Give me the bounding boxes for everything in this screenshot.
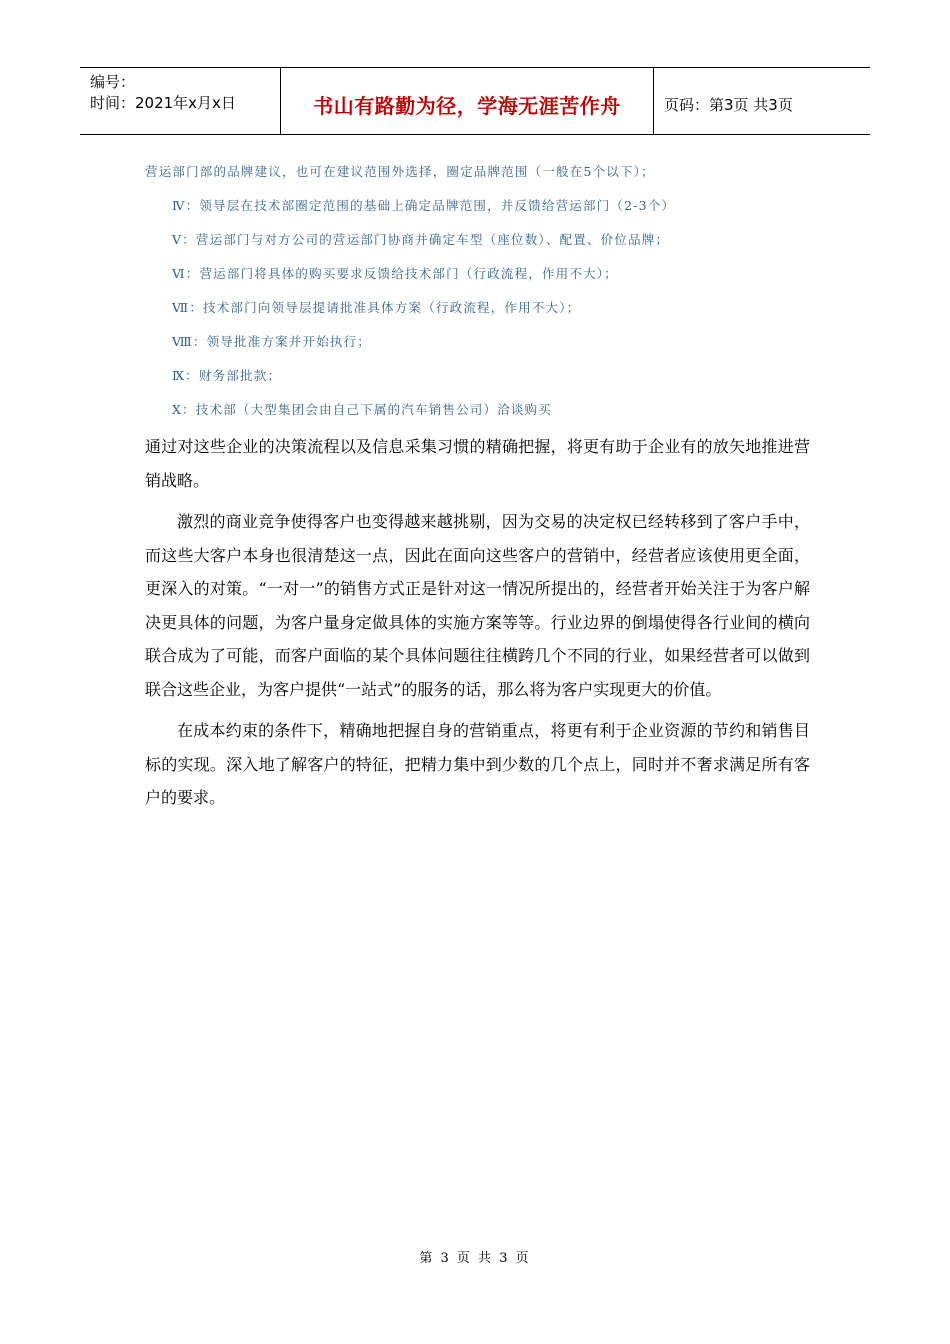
paragraph: 在成本约束的条件下，精确地把握自身的营销重点，将更有利于企业资源的节约和销售目标的实现。深入地了解客户的特征，把精力集中到少数的几个点上，同时并不奢求满足所有客户的要求。 [145, 721, 810, 807]
step-item: Ⅵ：营运部门将具体的购买要求反馈给技术部门（行政流程，作用不大）； [172, 266, 618, 281]
header-motto-cell [281, 68, 654, 134]
step-item: Ⅴ：营运部门与对方公司的营运部门协商并确定车型（座位数）、配置、价位品牌； [172, 232, 670, 247]
step-item: Ⅷ：领导批准方案并开始执行； [172, 334, 371, 349]
header-page-label: 页码：第3页 共3页 [664, 95, 793, 114]
body-text [145, 430, 810, 815]
document-number-label: 编号： [90, 73, 136, 91]
header-motto: 书山有路勤为径，学海无涯苦作舟 [313, 93, 621, 118]
page-footer: 第 3 页 共 3 页 [419, 1251, 531, 1266]
header-page-cell [654, 68, 870, 134]
step-item: Ⅶ：技术部门向领导层提请批准具体方案（行政流程，作用不大）； [172, 300, 581, 315]
step-item: Ⅹ：技术部（大型集团会由自己下属的汽车销售公司）洽谈购买 [172, 402, 553, 417]
step-item: 营运部门部的品牌建议，也可在建议范围外选择，圈定品牌范围（一般在5个以下）； [145, 164, 655, 179]
paragraph: 激烈的商业竞争使得客户也变得越来越挑剔，因为交易的决定权已经转移到了客户手中，而这些大客户本身也很清楚这一点，因此在面向这些客户的营销中，经营者应该使用更全面，更深入的对策。“一对一”的销售方式正是针对这一情况所提出的，经营者开始关注于为客户解决更具体的问题，为客户量身定做具体的实施方案等等。行业边界的倒塌使得各行业间的横向联合成为了可能，而客户面临的某个具体问题往往横跨几个不同的行业，如果经营者可以做到联合这些企业，为客户提供“一站式”的服务的话，那么将为客户实现更大的价值。 [145, 512, 810, 699]
paragraph: 通过对这些企业的决策流程以及信息采集习惯的精确把握，将更有助于企业有的放矢地推进营销战略。 [145, 437, 810, 490]
header-meta-cell [80, 68, 281, 134]
step-item: Ⅸ：财务部批款； [172, 368, 282, 383]
step-item: Ⅳ：领导层在技术部圈定范围的基础上确定品牌范围，并反馈给营运部门（2-3个） [172, 198, 676, 213]
document-time-label: 时间：2021年x月x日 [90, 94, 236, 112]
header-table [80, 67, 870, 135]
